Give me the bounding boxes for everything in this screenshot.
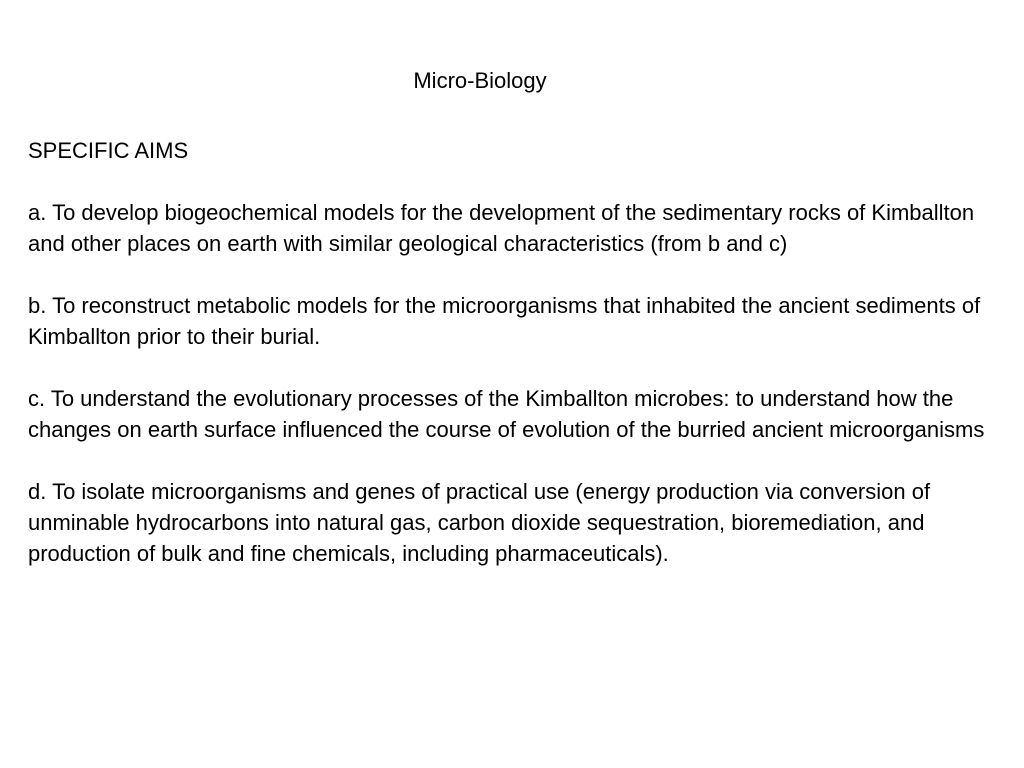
section-heading: SPECIFIC AIMS xyxy=(28,138,189,163)
slide-content xyxy=(28,135,988,600)
aim-c: c. To understand the evolutionary processes of the Kimballton microbes: to understand how the changes on earth surface influenced the course of evolution of the burried ancient microorganisms xyxy=(28,386,985,442)
slide-title: Micro-Biology xyxy=(413,68,547,93)
aim-d: d. To isolate microorganisms and genes of practical use (energy production via conversion of unminable hydrocarbons into natural gas, carbon dioxide sequestration, bioremediation, and production of bulk and fine chemicals, including pharmaceuticals). xyxy=(28,479,931,566)
aim-a: a. To develop biogeochemical models for the development of the sedimentary rocks of Kimballton and other places on earth with similar geological characteristics (from b and c) xyxy=(28,200,975,256)
aim-b: b. To reconstruct metabolic models for the microorganisms that inhabited the ancient sediments of Kimballton prior to their burial. xyxy=(28,293,981,349)
